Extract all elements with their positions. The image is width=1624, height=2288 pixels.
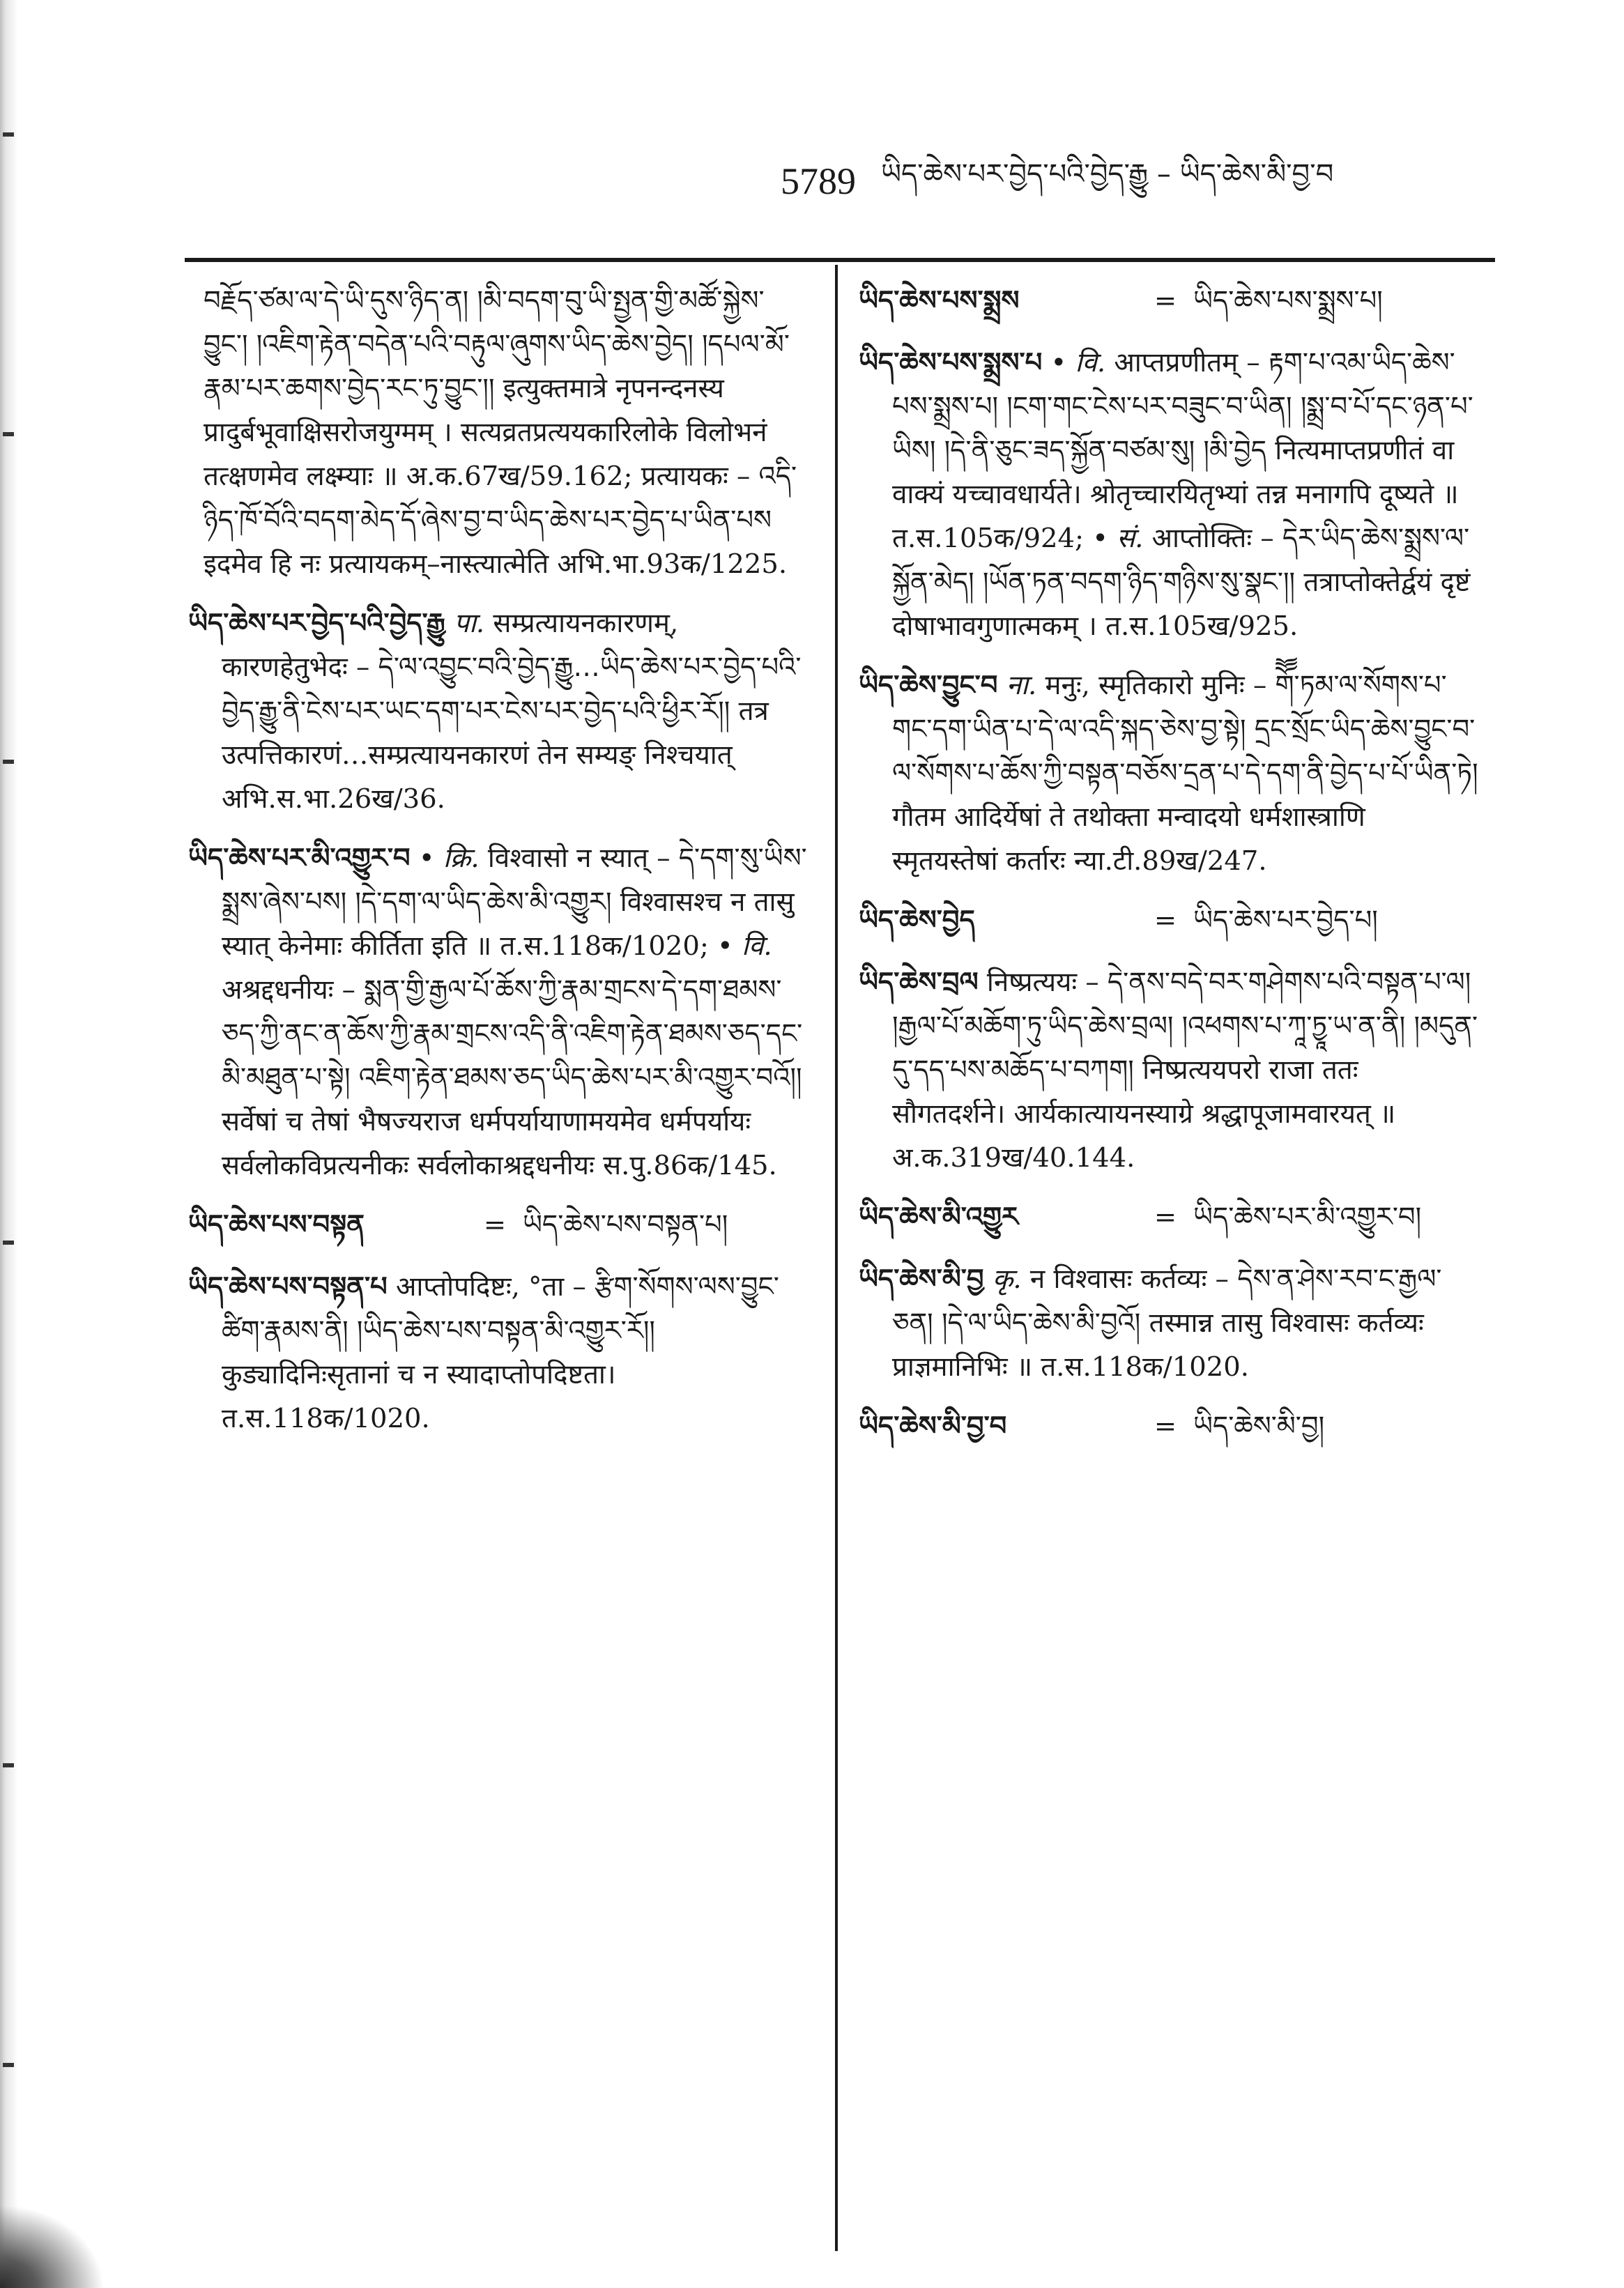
cross-reference [859,898,1479,942]
sanskrit-quote: तत्र उत्पत्तिकारणं…सम्प्रत्यायनकारणं तेन सम्यङ् निश्चयात् अभि.स.भा.26ख/36. [222,696,769,815]
sanskrit-equivalent: आप्तोपदिष्टः, °ता – [395,1271,586,1303]
entry-headword: ཡིད་ཆེས་པར་མི་འགྱུར་བ [188,843,411,874]
sanskrit-quote: इत्युक्तमात्रे नृपनन्दनस्य प्रादुर्बभूवाक्षिसरोजयुग्मम् । सत्यव्रतप्रत्ययकारिलोके विलोभनं तत्क्षणमेव लक्ष्म्याः ॥ अ.क.67ख/59.162; [204,373,767,492]
equals-sign: = [1154,285,1177,316]
sanskrit-quote: नित्यमाप्तप्रणीतं वा वाक्यं यच्चावधार्यते। श्रोतृच्चारयितृभ्यां तन्न मनागपि दूष्यते ॥ त.स.105क/924; [892,435,1459,554]
binding-mark [3,432,14,436]
dictionary-entry [859,663,1479,883]
tibetan-quote: དེ་དག་སུ་ཡིས་སྨྲས་ཞེས་པས། །དེ་དག་ལ་ཡིད་ཆེས་མི་འགྱུར། [222,843,807,918]
grammar-label: कृ. [992,1264,1022,1295]
dictionary-entry [859,341,1479,648]
entry-headword: ཡིད་ཆེས་མི་བྱ་བ [859,1411,1007,1442]
equals-sign: = [1154,1201,1177,1233]
dictionary-entry [188,601,809,821]
sanskrit-quote: निष्प्रत्ययपरो राजा ततः सौगतदर्शने। आर्यकात्यायनस्याग्रे श्रद्धापूजामवारयत् ॥ अ.क.319ख/40.144. [892,1054,1396,1174]
binding-mark [3,1241,14,1245]
entry-headword: ཡིད་ཆེས་བྱེད [859,905,975,936]
grammar-label: • वि. [717,930,772,962]
sanskrit-quote: तत्राप्तोक्तेर्द्वयं दृष्टं दोषाभावगुणात्मकम् । त.स.105ख/925. [892,567,1471,642]
cross-reference-target: ཡིད་ཆེས་པས་སྨྲས་པ། [1193,285,1383,316]
dictionary-entry [188,1265,809,1441]
entry-continuation [188,279,809,586]
cross-reference-target: ཡིད་ཆེས་པར་བྱེད་པ། [1193,905,1378,936]
sanskrit-equivalent: सम्प्रत्यायनकारणम्, कारणहेतुभेदः – [222,608,679,683]
tibetan-quote: དེར་ཡིད་ཆེས་སྨྲས་ལ་སྐྱོན་མེད། །ཡོན་ཏན་བདག་ཉིད་གཉིས་སུ་སྣང་།། [892,523,1470,598]
scan-smudge [0,2204,105,2288]
grammar-label: • वि. [1050,347,1106,378]
cross-reference-target: ཡིད་ཆེས་པས་བསྟན་པ། [523,1209,728,1241]
cross-reference [859,1404,1479,1448]
grammar-label: ना. [1006,670,1037,701]
cross-reference-target: ཡིད་ཆེས་མི་བྱ། [1193,1411,1325,1442]
entry-headword: ཡིད་ཆེས་མི་འགྱུར [859,1201,1019,1233]
binding-mark [3,760,14,764]
entry-headword: ཡིད་ཆེས་བྱུང་བ [859,670,998,701]
tibetan-quote: བརྗོད་ཙམ་ལ་དེ་ཡི་དུས་ཉིད་ན། །མི་བདག་བུ་ཡི་སྤྱན་གྱི་མཚོ་སྐྱེས་བྱུང་། །འཇིག་རྟེན་བདེན་པའི་བརྟུལ་ཞུགས་ཡིད་ཆེས་བྱེད། །དཔལ་མོ་རྣམ་པར་ཆགས་བྱེད་རང་ཏུ་བྱུང་།། [204,285,790,404]
tibetan-quote: འདི་ཉིད་ཁོ་བོའི་བདག་མེད་དོ་ཞེས་བྱ་བ་ཡིད་ཆེས་པར་བྱེད་པ་ཡིན་པས [204,461,797,536]
grammar-label: • सं. [1092,523,1144,554]
sanskrit-quote: सर्वेषां च तेषां भैषज्यराज धर्मपर्यायाणामयमेव धर्मपर्यायः सर्वलोकविप्रत्यनीकः सर्वलोकाश्रद्दधनीयः स.पु.86क/145. [222,1106,777,1181]
sanskrit-equivalent: मनुः, स्मृतिकारो मुनिः – [1045,670,1267,701]
header-rule [185,258,1495,262]
entry-headword: ཡིད་ཆེས་པས་བསྟན་པ [188,1271,388,1303]
right-column [859,279,1479,2244]
left-column [188,279,809,2244]
sanskrit-quote: कुड्यादिनिःसृतानां च न स्यादाप्तोपदिष्टता। त.स.118क/1020. [222,1359,616,1434]
binding-mark [3,1763,14,1767]
cross-reference [859,1195,1479,1239]
sanskrit-equivalent: आप्तोक्तिः – [1151,523,1274,554]
binding-edge [0,0,18,2288]
binding-mark [3,2063,14,2067]
sanskrit-equivalent: विश्वासो न स्यात् – [487,843,671,874]
entry-headword: ཡིད་ཆེས་པས་སྨྲས་པ [859,347,1043,378]
sanskrit-equivalent: निष्प्रत्ययः – [986,967,1099,998]
tibetan-quote: གོཽ་ཏམ་ལ་སོགས་པ་གང་དག་ཡིན་པ་དེ་ལ་འདི་སྐད་ཅེས་བྱ་སྟེ། དྲང་སྲོང་ཡིད་ཆེས་བྱུང་བ་ལ་སོགས་པ་ཆོས་ཀྱི་བསྟན་བཅོས་དྲན་པ་དེ་དག་ནི་བྱེད་པ་པོ་ཡིན་ཏེ། [892,670,1478,789]
equals-sign: = [483,1209,507,1241]
tibetan-quote: དེ་ལ་འབྱུང་བའི་བྱེད་རྒྱུ…ཡིད་ཆེས་པར་བྱེད་པའི་བྱེད་རྒྱུ་ནི་ངེས་པར་ཡང་དག་པར་ངེས་པར་བྱེད་པའི་ཕྱིར་རོ།། [222,652,802,727]
equals-sign: = [1154,905,1177,936]
tibetan-quote: རྩིག་སོགས་ལས་བྱུང་ཚིག་རྣམས་ནི། །ཡིད་ཆེས་པས་བསྟན་མི་འགྱུར་རོ།། [222,1271,779,1346]
sanskrit-quote: तस्मान्न तासु विश्वासः कर्तव्यः प्राज्ञमानिभिः ॥ त.स.118क/1020. [892,1307,1424,1383]
sanskrit-equivalent: न विश्वासः कर्तव्यः – [1029,1264,1229,1295]
binding-mark [3,132,14,137]
entry-headword: ཡིད་ཆེས་པས་བསྟན [188,1209,365,1241]
entry-headword: ཡིད་ཆེས་མི་བྱ [859,1264,984,1295]
entry-headword: ཡིད་ཆེས་བྲལ [859,967,979,998]
sanskrit-equivalent: अश्रद्दधनीयः – [222,974,355,1006]
entry-headword: ཡིད་ཆེས་པར་བྱེད་པའི་བྱེད་རྒྱུ [188,608,445,639]
sanskrit-quote: विश्वासश्च न तासु स्यात् केनेमाः कीर्तिता इति ॥ त.स.118क/1020; [222,886,795,962]
equals-sign: = [1154,1411,1177,1442]
entry-headword: ཡིད་ཆེས་པས་སྨྲས [859,285,1020,316]
running-header [781,139,1506,223]
header-headword-range: ཡིད་ཆེས་པར་བྱེད་པའི་བྱེད་རྒྱུ – ཡིད་ཆེས་མི་བྱ་བ [881,158,1334,190]
sanskrit-quote: इदमेव हि नः प्रत्यायकम्–नास्त्यात्मेति अभि.भा.93क/1225. [204,548,788,580]
page-number: 5789 [781,160,856,202]
sanskrit-gloss: प्रत्यायकः – [641,461,751,492]
cross-reference [188,1203,809,1247]
tibetan-quote: སྨན་གྱི་རྒྱལ་པོ་ཆོས་ཀྱི་རྣམ་གྲངས་དེ་དག་ཐམས་ཅད་ཀྱི་ནང་ན་ཆོས་ཀྱི་རྣམ་གྲངས་འདི་ནི་འཇིག་རྟེན་ཐམས་ཅད་དང་མི་མཐུན་པ་སྟེ། འཇིག་རྟེན་ཐམས་ཅད་ཡིད་ཆེས་པར་མི་འགྱུར་བའོ།། [222,974,803,1093]
cross-reference-target: ཡིད་ཆེས་པར་མི་འགྱུར་བ། [1193,1201,1422,1233]
grammar-label: • क्रि. [418,843,480,874]
tibetan-quote: རྟག་པ་འམ་ཡིད་ཆེས་པས་སྨྲས་པ། །ངག་གང་ངེས་པར་བཟུང་བ་ཡིན། །སྨྲ་བ་པོ་དང་ཉན་པ་ཡིས། །དེ་ནི་ཅུང་ཟད་སྐྱོན་བཙམ་སུ། །མི་བྱེད [892,347,1473,466]
tibetan-quote: དེ་ནས་བདེ་བར་གཤེགས་པའི་བསྟན་པ་ལ། །རྒྱལ་པོ་མཆོག་ཏུ་ཡིད་ཆེས་བྲལ། །འཕགས་པ་ཀཱ་ཏྱཱ་ཡ་ན་ནི། །མདུན་དུ་དད་པས་མཆོད་པ་བཀག། [892,967,1478,1086]
grammar-label: पा. [454,608,485,639]
sanskrit-equivalent: आप्तप्रणीतम् – [1114,347,1260,378]
cross-reference [859,279,1479,323]
tibetan-quote: དེས་ན་ཤེས་རབ་ང་རྒྱལ་ཅན། །དེ་ལ་ཡིད་ཆེས་མི་བྱའོ། [892,1264,1442,1339]
dictionary-entry [859,1257,1479,1389]
sanskrit-quote: गौतम आदिर्येषां ते तथोक्ता मन्वादयो धर्मशास्त्राणि स्मृतयस्तेषां कर्तारः न्या.टी.89ख/247. [892,801,1365,877]
dictionary-entry [859,960,1479,1180]
dictionary-entry [188,836,809,1188]
column-divider [835,265,838,2251]
